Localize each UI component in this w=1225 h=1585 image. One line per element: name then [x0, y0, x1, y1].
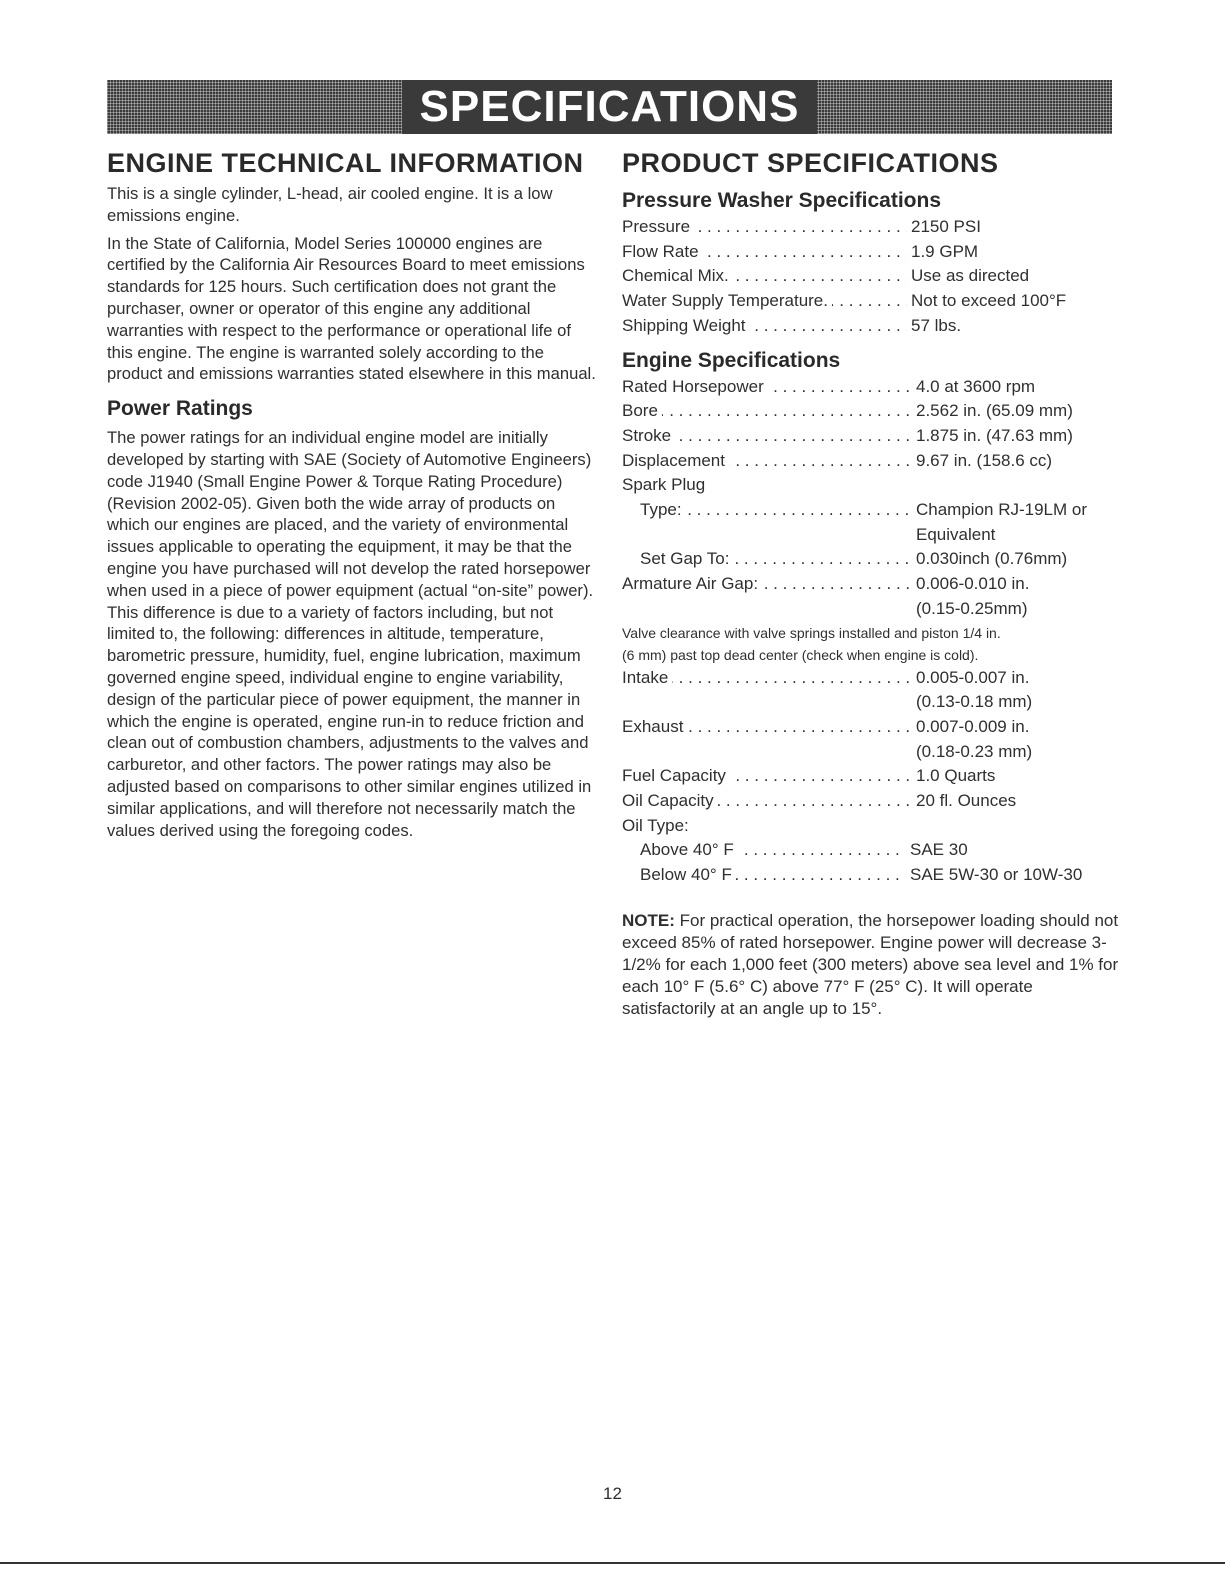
spec-value: (0.18-0.23 mm) — [916, 741, 1033, 761]
spec-label: Set Gap To: — [640, 549, 733, 568]
spec-row-spark-plug — [622, 473, 1122, 498]
spec-value: Not to exceed 100°F — [911, 291, 1067, 311]
spec-label: Stroke — [622, 426, 675, 445]
spec-row-intake — [622, 666, 1122, 691]
spec-label: Fuel Capacity — [622, 766, 730, 785]
page-bottom-rule — [0, 1562, 1225, 1564]
spec-value: Equivalent — [916, 524, 996, 544]
spec-row-pressure — [622, 215, 1122, 240]
spec-value: Use as directed — [911, 266, 1030, 286]
power-ratings-text: The power ratings for an individual engine model are initially developed by starting with SAE (Society of Automotive Engineers) code J1940 (Small Engine Power & Torque Rating Procedure) (Revision 2002-05). Given both the wide array of products on which our engines are placed, and the variety of environmental issues applicable to operating the equipment, it may be that the engine you have purchased will not develop the rated horsepower when used in a piece of power equipment (actual “on-site” power). This difference is due to a variety of factors including, but not limited to, the following: differences in altitude, temperature, barometric pressure, humidity, fuel, engine lubrication, maximum governed engine speed, individual engine to engine variability, design of the particular piece of power equipment, the manner in which the engine is operated, engine run-in to reduce friction and clean out of combustion chambers, adjustments to the valves and carburetor, and other factors. The power ratings may also be adjusted based on comparisons to other similar engines utilized in similar applications, and will therefore not necessarily match the values derived using the foregoing codes. — [107, 428, 594, 840]
spec-label: Intake — [622, 668, 672, 687]
spec-row-exhaust-cont — [622, 740, 1122, 765]
engine-specs-list — [622, 375, 1122, 888]
spec-row-armature — [622, 572, 1122, 597]
spec-value: 4.0 at 3600 rpm — [916, 376, 1036, 396]
spec-label: Armature Air Gap: — [622, 574, 762, 593]
spec-value: 0.006-0.010 in. — [916, 574, 1030, 594]
spec-value: 2.562 in. (65.09 mm) — [916, 401, 1073, 421]
spec-label: Flow Rate — [622, 242, 703, 261]
spec-row-water-temp — [622, 289, 1122, 314]
california-certification: In the State of California, Model Series 100000 engines are certified by the California Air Resources Board to meet emissions standards for 125 hours. Such certification does not grant the purchaser, owner or operator of this engine any additional warranties with respect to the performance or operational life of this engine. The engine is warranted solely according to the product and emissions warranties stated elsewhere in this manual. — [107, 233, 596, 384]
spec-row-stroke — [622, 424, 1122, 449]
spec-row-oil-capacity — [622, 789, 1122, 814]
valve-clearance-note-line1: Valve clearance with valve springs installed and piston 1/4 in. — [622, 624, 1001, 641]
spec-value: 20 fl. Ounces — [916, 791, 1017, 811]
spec-label: Below 40° F — [640, 865, 736, 884]
banner-title: SPECIFICATIONS — [402, 80, 818, 134]
spec-value: 0.005-0.007 in. — [916, 667, 1030, 687]
spec-row-armature-cont — [622, 597, 1122, 622]
engine-description: This is a single cylinder, L-head, air cooled engine. It is a low emissions engine. — [107, 184, 553, 225]
power-ratings-heading: Power Ratings — [107, 397, 253, 421]
spec-row-plug-type-cont — [622, 523, 1122, 548]
spec-value: (0.15-0.25mm) — [916, 598, 1028, 618]
spec-row-intake-cont — [622, 690, 1122, 715]
engine-technical-column — [107, 145, 597, 841]
spec-value: 1.875 in. (47.63 mm) — [916, 425, 1073, 445]
valve-clearance-note-line2: (6 mm) past top dead center (check when engine is cold). — [622, 646, 979, 663]
product-specs-heading: PRODUCT SPECIFICATIONS — [622, 148, 999, 178]
spec-label: Exhaust — [622, 717, 687, 736]
spec-row-chemical-mix — [622, 264, 1122, 289]
spec-row-plug-type — [622, 498, 1122, 523]
spec-row-below-40 — [622, 863, 1122, 888]
horsepower-note — [622, 910, 1122, 1020]
spec-value: 0.007-0.009 in. — [916, 716, 1030, 736]
spec-value: 57 lbs. — [911, 315, 962, 335]
product-specs-column — [622, 145, 1122, 1020]
spec-label: Pressure — [622, 217, 694, 236]
spec-row-oil-type — [622, 814, 1122, 839]
spec-row-rated-hp — [622, 375, 1122, 400]
spec-row-bore — [622, 399, 1122, 424]
spec-label: Above 40° F — [640, 840, 738, 859]
note-text: For practical operation, the horsepower loading should not exceed 85% of rated horsepower. Engine power will decrease 3-1/2% for each 1,000 feet (300 meters) above sea level and 1% for each 10° F (5.6° C) above 77° F (25° C). It will operate satisfactorily at an angle up to 15°. — [622, 910, 1119, 1018]
spec-value: (0.13-0.18 mm) — [916, 692, 1033, 712]
engine-technical-heading: ENGINE TECHNICAL INFORMATION — [107, 148, 584, 178]
spec-value: 0.030inch (0.76mm) — [916, 549, 1068, 569]
spec-value: 9.67 in. (158.6 cc) — [916, 450, 1053, 470]
spec-row-displacement — [622, 449, 1122, 474]
spec-value: 1.9 GPM — [911, 241, 979, 261]
spec-row-flow-rate — [622, 240, 1122, 265]
spec-value: SAE 5W-30 or 10W-30 — [910, 865, 1083, 885]
spec-label: Bore — [622, 401, 662, 420]
spec-value: SAE 30 — [910, 840, 968, 860]
spec-value: Champion RJ-19LM or — [916, 500, 1088, 520]
spec-row-exhaust — [622, 715, 1122, 740]
note-label: NOTE: — [622, 910, 675, 930]
washer-specs-heading: Pressure Washer Specifications — [622, 189, 942, 212]
spec-row-above-40 — [622, 838, 1122, 863]
spec-label: Chemical Mix. — [622, 266, 733, 285]
spec-label: Displacement — [622, 451, 729, 470]
spec-label: Spark Plug — [622, 475, 706, 495]
spec-label: Oil Type: — [622, 815, 689, 835]
spec-row-set-gap — [622, 547, 1122, 572]
engine-specs-heading: Engine Specifications — [622, 348, 841, 372]
spec-row-shipping-weight — [622, 314, 1122, 339]
spec-label: Shipping Weight — [622, 316, 750, 335]
spec-label: Rated Horsepower — [622, 377, 768, 396]
spec-label: Type: — [640, 500, 686, 519]
spec-row-fuel-capacity — [622, 764, 1122, 789]
washer-specs-list — [622, 215, 1122, 339]
specifications-banner — [107, 80, 1112, 134]
spec-value: 1.0 Quarts — [916, 766, 996, 786]
page-number: 12 — [603, 1484, 622, 1503]
spec-value: 2150 PSI — [911, 217, 981, 236]
spec-label: Oil Capacity — [622, 791, 718, 810]
spec-label: Water Supply Temperature. — [622, 291, 832, 310]
